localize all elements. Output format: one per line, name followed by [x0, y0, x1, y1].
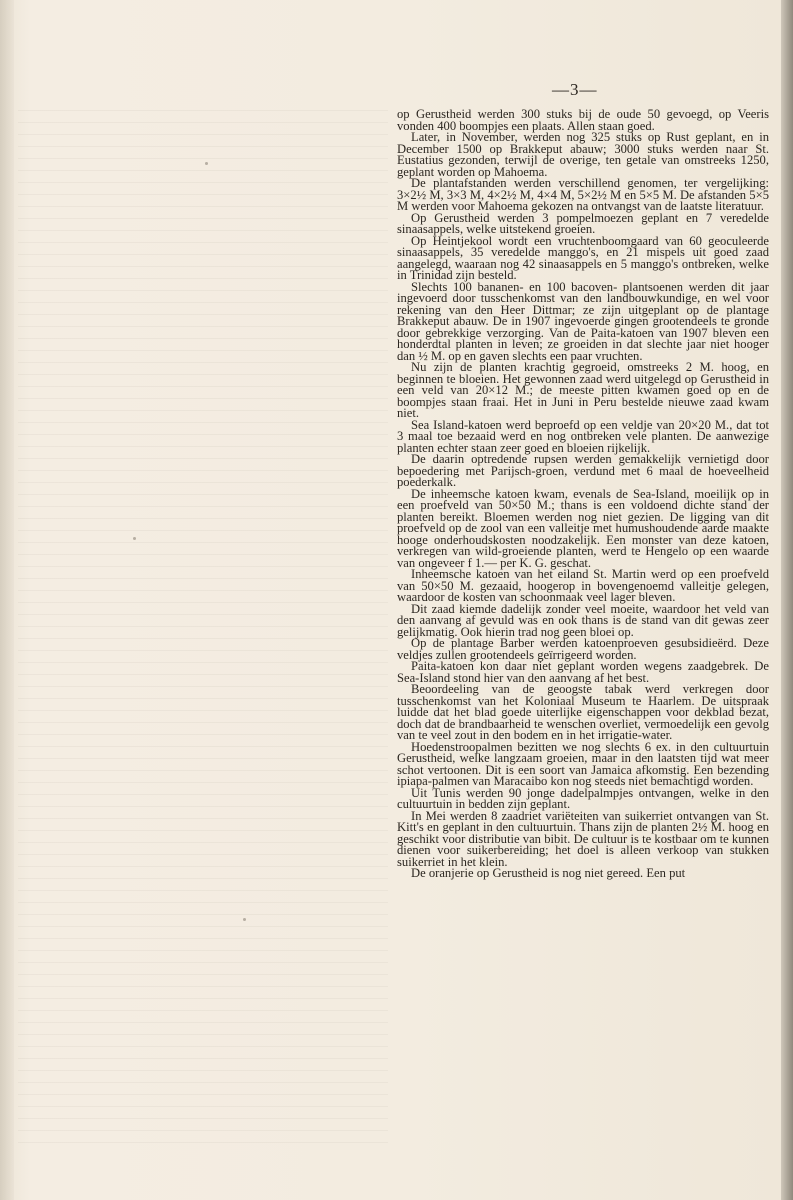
paragraph: De oranjerie op Gerustheid is nog niet gereed. Een put	[411, 866, 686, 880]
text-column	[397, 109, 769, 880]
paragraph: Inheemsche katoen van het eiland St. Martin werd op een proefveld van 50×50 M. gezaaid, hoogerop in bovengenoemd valleitje gelegen, waardoor de kosten van schoonmaak veel lager bleven.	[397, 567, 769, 604]
paragraph: Op Heintjekool wordt een vruchtenboomgaard van 60 geoculeerde sinaasappels, 35 veredelde manggo's, en 21 mispels uit goed zaad aangelegd, waaraan nog 42 sinaasappels en 5 manggo's ontbreken, welke in Trinidad zijn besteld.	[397, 233, 769, 282]
paragraph: In Mei werden 8 zaadriet variëteiten van suikerriet ontvangen van St. Kitt's en geplant in den cultuurtuin. Thans zijn de planten 2½ M. hoog en geschikt voor distributie van bibit. De cultuur is te kostbaar om te kunnen dienen voor suikerbereiding; het doel is alleen verkoop van stukken suikerriet in het klein.	[397, 808, 769, 869]
paragraph: Dit zaad kiemde dadelijk zonder veel moeite, waardoor het veld van den aanvang af gevuld was en ook thans is de stand van dit gewas zeer gelijkmatig. Ook hierin trad nog geen bloei op.	[397, 601, 769, 639]
ink-speck	[133, 537, 136, 540]
paragraph: Op de plantage Barber werden katoenproeven gesubsidieërd. Deze veldjes zullen grootendeels geïrrigeerd worden.	[397, 636, 769, 662]
paragraph: Beoordeeling van de geoogste tabak werd verkregen door tusschenkomst van het Koloniaal Museum te Haarlem. De uitspraak luidde dat het blad goede uiterlijke eigenschappen voor dekblad bezat, doch dat de brandbaarheid te wenschen overliet, vermoedelijk een gevolg van te veel zout in den bodem en in het irrigatie-water.	[397, 682, 769, 742]
paragraph: De plantafstanden werden verschillend genomen, ter vergelijking: 3×2½ M, 3×3 M, 4×2½ M, 4×4 M, 5×2½ M en 5×5 M. De afstanden 5×5 M werden voor Mahoema gekozen na ontvangst van de laatste literatuur.	[397, 176, 769, 213]
paragraph: Paita-katoen kon daar niet geplant worden wegens zaadgebrek. De Sea-Island stond hier van den aanvang af het best.	[397, 659, 769, 685]
page-number: —3—	[552, 80, 598, 99]
paragraph: De inheemsche katoen kwam, evenals de Sea-Island, moeilijk op in een proefveld van 50×50 M.; thans is een voldoend dichte stand der planten bereikt. Bloemen werden nog niet gezien. De ligging van dit proefveld op de zool van een valleitje met humushoudende aarde maakte hooge onderhoudskosten noodzakelijk. Een monster van deze katoen, verkregen van wild-groeiende planten, werd te Hengelo op een waarde van ongeveer f 1.— per K. G. geschat.	[397, 486, 769, 570]
paragraph: De daarin optredende rupsen werden gemakkelijk vernietigd door bepoedering met Parijsch-groen, verdund met 6 maal de hoeveelheid poederkalk.	[397, 452, 769, 489]
paragraph: op Gerustheid werden 300 stuks bij de oude 50 gevoegd, op Veeris vonden 400 boompjes een plaats. Allen staan goed.	[397, 107, 769, 133]
page-left-edge	[0, 0, 14, 1200]
paragraph: Op Gerustheid werden 3 pompelmoezen geplant en 7 veredelde sinaasappels, welke uitstekend groeien.	[397, 210, 769, 236]
paragraph: Uit Tunis werden 90 jonge dadelpalmpjes ontvangen, welke in den cultuurtuin in bedden zijn geplant.	[397, 785, 769, 811]
paragraph: Later, in November, werden nog 325 stuks op Rust geplant, en in December 1500 op Brakkeput abauw; 3000 stuks werden naar St. Eustatius gezonden, terwijl de overige, ten getale van omstreeks 1250, geplant worden op Mahoema.	[397, 130, 769, 179]
paragraph: Slechts 100 bananen- en 100 bacoven- plantsoenen werden dit jaar ingevoerd door tusschenkomst van den landbouwkundige, en wel voor rekening van den Heer Dittmar; ze zijn uitgeplant op de plantage Brakkeput abauw. De in 1907 ingevoerde gingen grootendeels te gronde door gebrekkige verzorging. Van de Paita-katoen van 1907 bleven een honderdtal planten in leven; ze groeiden in dat slechte jaar niet hooger dan ½ M. op en gaven slechts een paar vruchten.	[397, 279, 769, 363]
show-through-text	[18, 110, 388, 1150]
paragraph: Nu zijn de planten krachtig gegroeid, omstreeks 2 M. hoog, en beginnen te bloeien. Het gewonnen zaad werd uitgelegd op Gerustheid in een veld van 20×12 M.; de meeste pitten kwamen goed op en de boompjes staan fraai. Het in Juni in Peru bestelde nieuwe zaad kwam niet.	[397, 360, 769, 420]
ink-speck	[243, 918, 246, 921]
page-right-edge	[781, 0, 793, 1200]
ink-speck	[205, 162, 208, 165]
paragraph: Hoedenstroopalmen bezitten we nog slechts 6 ex. in den cultuurtuin Gerustheid, welke langzaam groeien, maar in den laatsten tijd wat meer schot vertoonen. Dit is een soort van Jamaica afkomstig. Een bezending ipiapa-palmen van Maracaibo kon nog steeds niet bemachtigd worden.	[397, 739, 769, 788]
paragraph: Sea Island-katoen werd beproefd op een veldje van 20×20 M., dat tot 3 maal toe bezaaid werd en nog ontbreken vele planten. De aanwezige planten echter staan zeer goed en bloeien rijkelijk.	[397, 417, 769, 455]
